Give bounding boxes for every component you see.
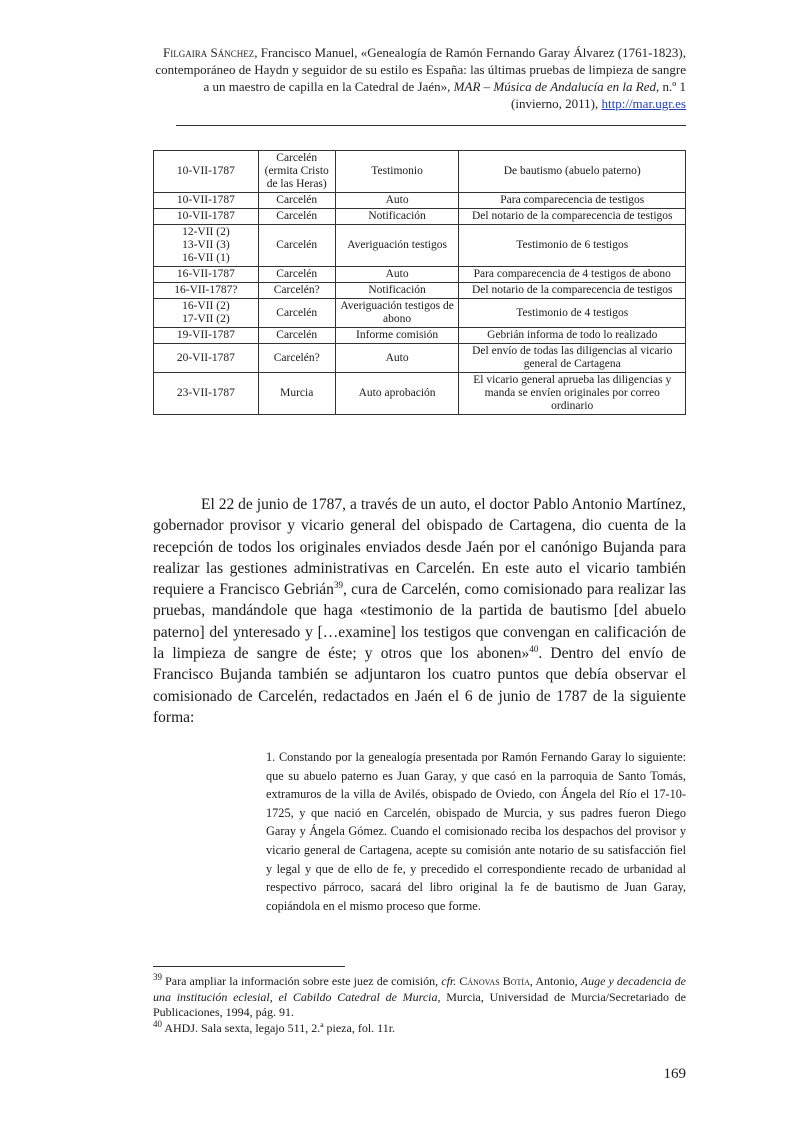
table-cell: El vicario general aprueba las diligencias y manda se envíen originales por correo ordinario bbox=[459, 373, 686, 415]
footnote-39: $^{39}$ Para ampliar la información sobre este juez de comisión, cfr. Cánovas Botía, Antonio, Auge y decadencia de una institución eclesial, el Cabildo Catedral de Murcia, Murcia, Universidad de Murcia/Secretariado de Publicaciones, 1994, pág. 91. bbox=[153, 972, 686, 1019]
table-row bbox=[154, 373, 686, 415]
footnote-40: $^{40}$ AHDJ. Sala sexta, legajo 511, 2.ª pieza, fol. 11r. bbox=[153, 1018, 396, 1035]
table-cell: 16-VII-1787 bbox=[154, 267, 259, 283]
table-cell: 16-VII-1787? bbox=[154, 283, 259, 299]
table-cell: Del notario de la comparecencia de testigos bbox=[459, 283, 686, 299]
table-cell: Carcelén bbox=[258, 225, 335, 267]
page-number: 169 bbox=[663, 1066, 686, 1082]
table-cell: 10-VII-1787 bbox=[154, 193, 259, 209]
footnotes bbox=[153, 974, 686, 1036]
table-row bbox=[154, 283, 686, 299]
table-cell: Averiguación testigos bbox=[335, 225, 459, 267]
footnote-rule bbox=[153, 966, 345, 967]
table-cell: Auto aprobación bbox=[335, 373, 459, 415]
table-row bbox=[154, 225, 686, 267]
table-row bbox=[154, 151, 686, 193]
table-row bbox=[154, 193, 686, 209]
table-cell: Del envío de todas las diligencias al vicario general de Cartagena bbox=[459, 344, 686, 373]
block-quote bbox=[266, 748, 686, 915]
table-cell: 20-VII-1787 bbox=[154, 344, 259, 373]
table-cell: Carcelén bbox=[258, 328, 335, 344]
body-paragraph: El 22 de junio de 1787, a través de un auto, el doctor Pablo Antonio Martínez, gobernador provisor y vicario general del obispado de Cartagena, dio cuenta de la recepción de todos los originales enviados desde Jaén por el canónigo Bujanda para realizar las gestiones administrativas en Carcelén. En este auto el vicario también requiere a Francisco Gebrián$^{39}$, cura de Carcelén, como comisionado para realizar las pruebas, mandándole que haga «testimonio de la partida de bautismo [del abuelo paterno] del ynteresado y […examine] los testigos que convengan en calificación de la limpieza de sangre de éste; y otros que los abonen»$^{40}$. Dentro del envío de Francisco Bujanda también se adjuntaron los cuatro puntos que debía observar el comisionado de Carcelén, redactados en Jaén el 6 de junio de 1787 de la siguiente forma: bbox=[153, 496, 686, 726]
table-cell: 10-VII-1787 bbox=[154, 209, 259, 225]
table-cell: Informe comisión bbox=[335, 328, 459, 344]
table-row bbox=[154, 209, 686, 225]
table-cell: 10-VII-1787 bbox=[154, 151, 259, 193]
table-cell: Gebrián informa de todo lo realizado bbox=[459, 328, 686, 344]
header-issue: , n.º 1 (invierno, 2011), bbox=[511, 79, 686, 111]
table-cell: Testimonio bbox=[335, 151, 459, 193]
header-rule bbox=[176, 125, 686, 126]
quote-text: 1. Constando por la genealogía presentada por Ramón Fernando Garay lo siguiente: que su abuelo paterno es Juan Garay, y que casó en la parroquia de Santo Tomás, extramuros de la villa de Avilés, obispado de Oviedo, con Ángela del Río el 17-10-1725, y que nació en Carcelén, obispado de Murcia, y sus padres fueron Diego Garay y Ángela Gómez. Cuando el comisionado reciba los despachos del provisor y vicario general de Cartagena, acepte su comisión ante notario de su satisfacción fiel y legal y que de ello de fe, y precedido el correspondiente recado de urbanidad al respectivo párroco, sacará del libro original la fe de bautismo de Juan Garay, copiándola en el mismo proceso que forme. bbox=[266, 750, 686, 913]
table-cell: Testimonio de 6 testigos bbox=[459, 225, 686, 267]
table-cell: Carcelén bbox=[258, 299, 335, 328]
table-cell: De bautismo (abuelo paterno) bbox=[459, 151, 686, 193]
table-cell: Murcia bbox=[258, 373, 335, 415]
table-cell: Carcelén (ermita Cristo de las Heras) bbox=[258, 151, 335, 193]
running-header bbox=[150, 44, 686, 112]
table-row bbox=[154, 267, 686, 283]
table-cell: Carcelén bbox=[258, 193, 335, 209]
table-cell: Para comparecencia de testigos bbox=[459, 193, 686, 209]
table-cell: 12-VII (2) 13-VII (3) 16-VII (1) bbox=[154, 225, 259, 267]
header-journal: MAR – Música de Andalucía en la Red bbox=[453, 79, 656, 94]
table-cell: Auto bbox=[335, 267, 459, 283]
header-url-link[interactable]: http://mar.ugr.es bbox=[601, 96, 686, 111]
table-cell: Para comparecencia de 4 testigos de abono bbox=[459, 267, 686, 283]
table-cell: Auto bbox=[335, 193, 459, 209]
footnote-ref-39[interactable]: 39 bbox=[333, 580, 343, 591]
procedure-table bbox=[153, 150, 686, 415]
table-cell: Auto bbox=[335, 344, 459, 373]
body-text bbox=[153, 494, 686, 728]
table-cell: Carcelén? bbox=[258, 344, 335, 373]
table-cell: Testimonio de 4 testigos bbox=[459, 299, 686, 328]
table-row bbox=[154, 299, 686, 328]
table-cell: Carcelén? bbox=[258, 283, 335, 299]
table-cell: 16-VII (2) 17-VII (2) bbox=[154, 299, 259, 328]
table-cell: Averiguación testigos de abono bbox=[335, 299, 459, 328]
table-cell: Del notario de la comparecencia de testigos bbox=[459, 209, 686, 225]
header-citation: , Francisco Manuel, «Genealogía de Ramón Fernando Garay Álvarez (1761-1823), contemporáneo de Haydn y seguidor de su estilo es España: las últimas pruebas de limpieza de sangre a un maestro de capilla en la Catedral de Jaén», bbox=[155, 45, 686, 94]
table-cell: Notificación bbox=[335, 283, 459, 299]
table-row bbox=[154, 328, 686, 344]
table-cell: 19-VII-1787 bbox=[154, 328, 259, 344]
table-row bbox=[154, 344, 686, 373]
header-author-surname: Filgaira Sánchez bbox=[163, 45, 255, 60]
table-cell: 23-VII-1787 bbox=[154, 373, 259, 415]
table-cell: Notificación bbox=[335, 209, 459, 225]
table-cell: Carcelén bbox=[258, 267, 335, 283]
table-cell: Carcelén bbox=[258, 209, 335, 225]
footnote-ref-40[interactable]: 40 bbox=[529, 643, 539, 654]
